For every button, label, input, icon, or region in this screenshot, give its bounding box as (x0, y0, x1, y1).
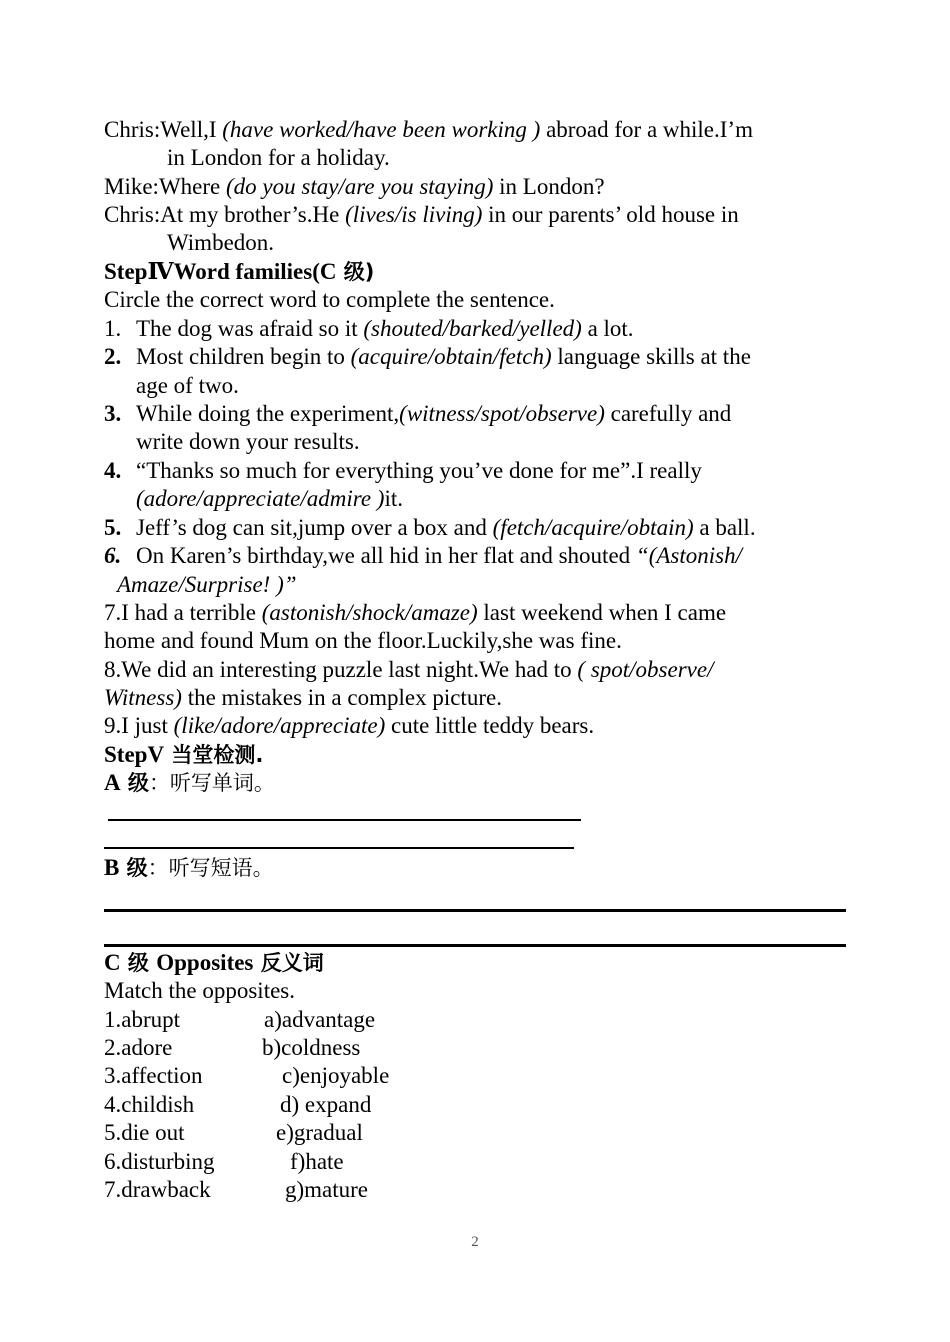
answer-line-a1 (108, 819, 581, 821)
dialogue-line-1: Chris:Well,I (have worked/have been working ) abroad for a while.I’m (104, 117, 753, 142)
step4-item-2-cont: age of two. (136, 373, 239, 398)
match-row: 7.drawback g)mature (104, 1177, 369, 1202)
step4-instruction: Circle the correct word to complete the sentence. (104, 287, 555, 312)
match-row: 5.die out e)gradual (104, 1120, 363, 1145)
step5-heading: StepV 当堂检测. (104, 742, 264, 767)
step5-c-instruction: Match the opposites. (104, 978, 295, 1003)
step4-item-3: 3. While doing the experiment,(witness/spot/observe) carefully and (104, 401, 732, 426)
step4-item-3-cont: write down your results. (136, 429, 360, 454)
step5-level-c-heading: C 级 Opposites 反义词 (104, 950, 324, 975)
step4-item-9: 9.I just (like/adore/appreciate) cute little teddy bears. (104, 713, 595, 738)
step4-item-4: 4. “Thanks so much for everything you’ve done for me”.I really (104, 458, 702, 483)
dialogue-line-2: Mike:Where (do you stay/are you staying) in London? (104, 174, 605, 199)
step4-item-8-cont: Witness) the mistakes in a complex picture. (104, 685, 502, 710)
dialogue-line-3-cont: Wimbedon. (167, 230, 275, 255)
page-number: 2 (471, 1234, 479, 1250)
match-row: 3.affection c)enjoyable (104, 1063, 390, 1088)
step5-level-a: A 级：听写单词。 (104, 770, 275, 795)
answer-line-a2 (104, 847, 574, 849)
match-row: 4.childish d) expand (104, 1092, 372, 1117)
answer-line-b1 (104, 909, 846, 912)
step4-item-6: 6. On Karen’s birthday,we all hid in her flat and shouted “(Astonish/ (104, 543, 742, 568)
match-row: 1.abrupt a)advantage (104, 1007, 376, 1032)
step4-item-8: 8.We did an interesting puzzle last night.We had to ( spot/observe/ (104, 657, 714, 682)
step4-heading: StepⅣWord families(C 级) (104, 259, 375, 284)
dialogue-line-3: Chris:At my brother’s.He (lives/is living) in our parents’ old house in (104, 202, 739, 227)
step4-item-6-cont: Amaze/Surprise! )” (117, 572, 297, 597)
answer-line-b2 (104, 944, 846, 947)
match-row: 6.disturbing f)hate (104, 1149, 344, 1174)
step4-item-2: 2. Most children begin to (acquire/obtain/fetch) language skills at the (104, 344, 751, 369)
step4-item-4-cont: (adore/appreciate/admire )it. (136, 486, 403, 511)
step4-item-5: 5. Jeff’s dog can sit,jump over a box and (fetch/acquire/obtain) a ball. (104, 515, 756, 540)
step5-level-b: B 级：听写短语。 (104, 855, 274, 880)
step4-item-7-cont: home and found Mum on the floor.Luckily,she was fine. (104, 628, 622, 653)
dialogue-line-1-cont: in London for a holiday. (167, 145, 390, 170)
step4-item-7: 7.I had a terrible (astonish/shock/amaze) last weekend when I came (104, 600, 727, 625)
step4-item-1: 1. The dog was afraid so it (shouted/barked/yelled) a lot. (104, 316, 634, 341)
match-row: 2.adore b)coldness (104, 1035, 361, 1060)
